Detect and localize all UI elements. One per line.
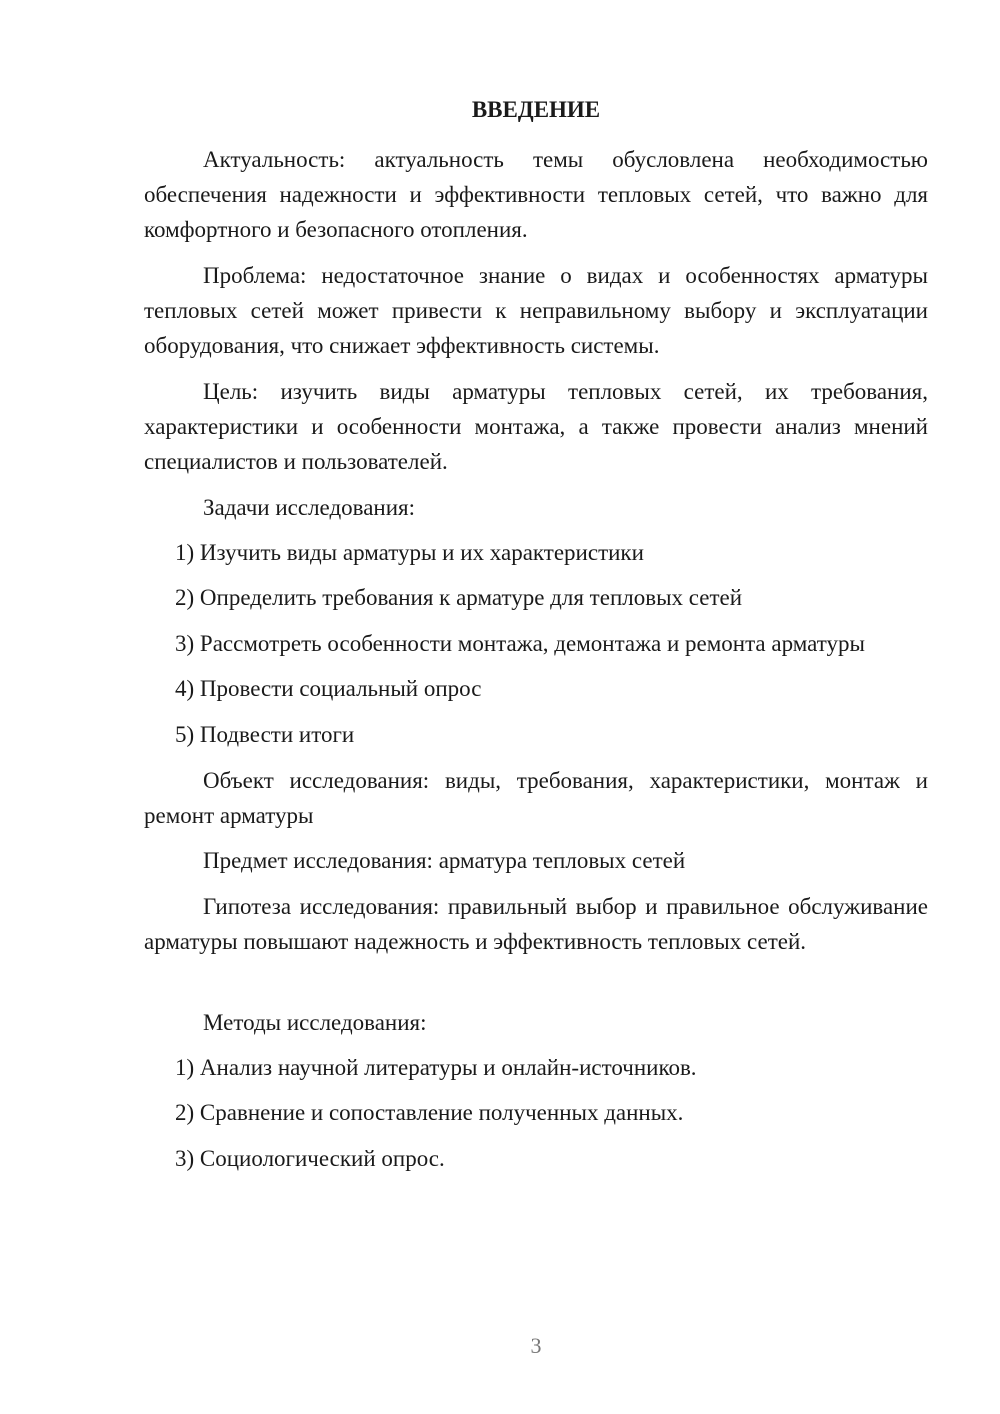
task-item-3: 3) Рассмотреть особенности монтажа, демонтажа и ремонта арматуры <box>175 631 865 656</box>
paragraph-goal: Цель: изучить виды арматуры тепловых сетей, их требования, характеристики и особенности монтажа, а также провести анализ мнений специалистов и пользователей. <box>144 379 928 474</box>
methods-heading: Методы исследования: <box>203 1010 427 1035</box>
paragraph-hypothesis: Гипотеза исследования: правильный выбор и правильное обслуживание арматуры повышают надежность и эффективность тепловых сетей. <box>144 894 928 954</box>
method-item-3: 3) Социологический опрос. <box>175 1146 445 1171</box>
page-number: 3 <box>530 1333 542 1358</box>
task-item-5: 5) Подвести итоги <box>175 722 355 747</box>
paragraph-object: Объект исследования: виды, требования, характеристики, монтаж и ремонт арматуры <box>144 768 928 828</box>
tasks-heading: Задачи исследования: <box>203 495 416 520</box>
paragraph-subject: Предмет исследования: арматура тепловых сетей <box>203 848 686 873</box>
method-item-2: 2) Сравнение и сопоставление полученных данных. <box>175 1100 684 1125</box>
method-item-1: 1) Анализ научной литературы и онлайн-источников. <box>175 1055 697 1080</box>
task-item-1: 1) Изучить виды арматуры и их характеристики <box>175 540 644 565</box>
paragraph-relevance: Актуальность: актуальность темы обусловлена необходимостью обеспечения надежности и эффективности тепловых сетей, что важно для комфортного и безопасного отопления. <box>144 147 928 242</box>
paragraph-problem: Проблема: недостаточное знание о видах и особенностях арматуры тепловых сетей может привести к неправильному выбору и эксплуатации оборудования, что снижает эффективность системы. <box>144 263 928 358</box>
task-item-2: 2) Определить требования к арматуре для тепловых сетей <box>175 585 743 610</box>
section-title: ВВЕДЕНИЕ <box>471 97 601 122</box>
task-item-4: 4) Провести социальный опрос <box>175 676 482 701</box>
